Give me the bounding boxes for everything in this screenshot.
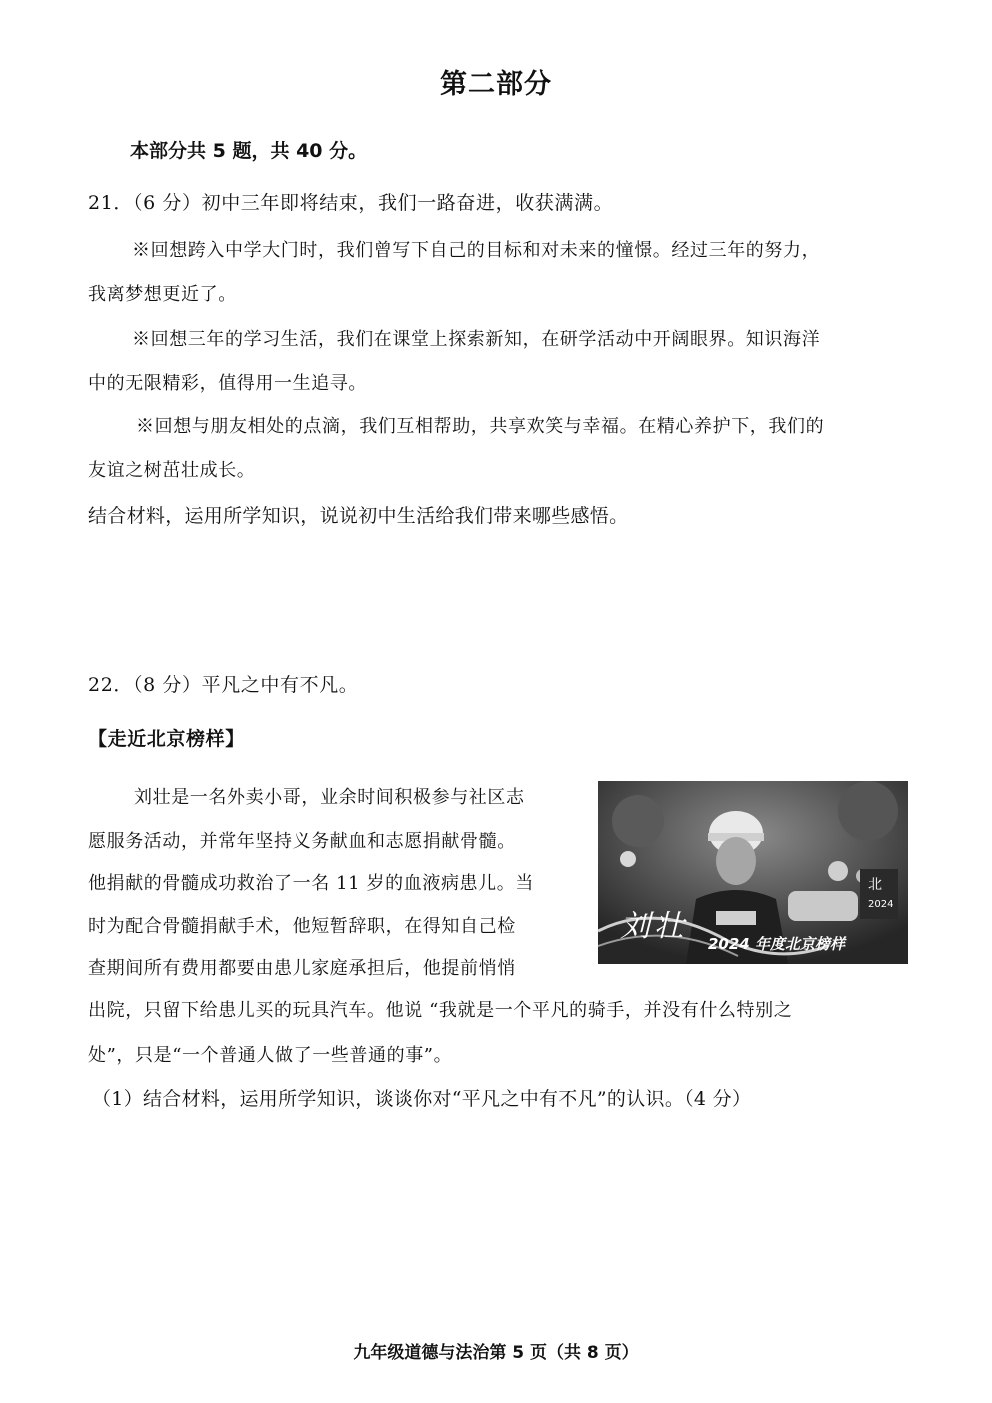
q22-material-line: 刘壮是一名外卖小哥，业余时间积极参与社区志 <box>134 787 525 808</box>
q21-para3-line1: ※回想与朋友相处的点滴，我们互相帮助，共享欢笑与幸福。在精心养护下，我们的 <box>136 416 825 437</box>
q22-material-line: 他捐献的骨髓成功救治了一名 11 岁的血液病患儿。当 <box>88 873 534 894</box>
q21-para1-line2: 我离梦想更近了。 <box>88 284 237 305</box>
q22-sub-question-1: （1）结合材料，运用所学知识，谈谈你对“平凡之中有不凡”的认识。（4 分） <box>92 1088 752 1110</box>
q22-material-line: 愿服务活动，并常年坚持义务献血和志愿捐献骨髓。 <box>88 831 516 852</box>
section-title: 第二部分 <box>440 69 552 100</box>
q22-material-line: 处”，只是“一个普通人做了一些普通的事”。 <box>88 1045 453 1066</box>
q21-question: 结合材料，运用所学知识，说说初中生活给我们带来哪些感悟。 <box>88 505 629 527</box>
q21-para2-line1: ※回想三年的学习生活，我们在课堂上探索新知，在研学活动中开阔眼界。知识海洋 <box>132 329 821 350</box>
page-footer: 九年级道德与法治第 5 页（共 8 页） <box>353 1343 639 1363</box>
q22-material-line: 时为配合骨髓捐献手术，他短暂辞职，在得知自己检 <box>88 916 516 937</box>
q21-para1-line1: ※回想跨入中学大门时，我们曾写下自己的目标和对未来的憧憬。经过三年的努力， <box>132 240 821 261</box>
photo-caption: 2024 年度北京榜样 <box>708 935 845 953</box>
q22-section-heading: 【走近北京榜样】 <box>88 728 245 750</box>
section-intro: 本部分共 5 题，共 40 分。 <box>130 140 368 162</box>
svg-text:2024: 2024 <box>868 899 894 910</box>
q22-material-line: 出院，只留下给患儿买的玩具汽车。他说 “我就是一个平凡的骑手，并没有什么特别之 <box>88 1000 793 1021</box>
q22-stem: 22．（8 分）平凡之中有不凡。 <box>88 674 359 696</box>
liu-zhuang-photo <box>598 781 908 964</box>
q22-material-line: 查期间所有费用都要由患儿家庭承担后，他提前悄悄 <box>88 958 516 979</box>
q21-para3-line2: 友谊之树茁壮成长。 <box>88 460 256 481</box>
q21-stem: 21．（6 分）初中三年即将结束，我们一路奋进，收获满满。 <box>88 192 614 214</box>
q21-para2-line2: 中的无限精彩，值得用一生追寻。 <box>88 373 367 394</box>
svg-text:北: 北 <box>868 877 882 893</box>
photo-name: 刘壮 <box>620 909 688 944</box>
